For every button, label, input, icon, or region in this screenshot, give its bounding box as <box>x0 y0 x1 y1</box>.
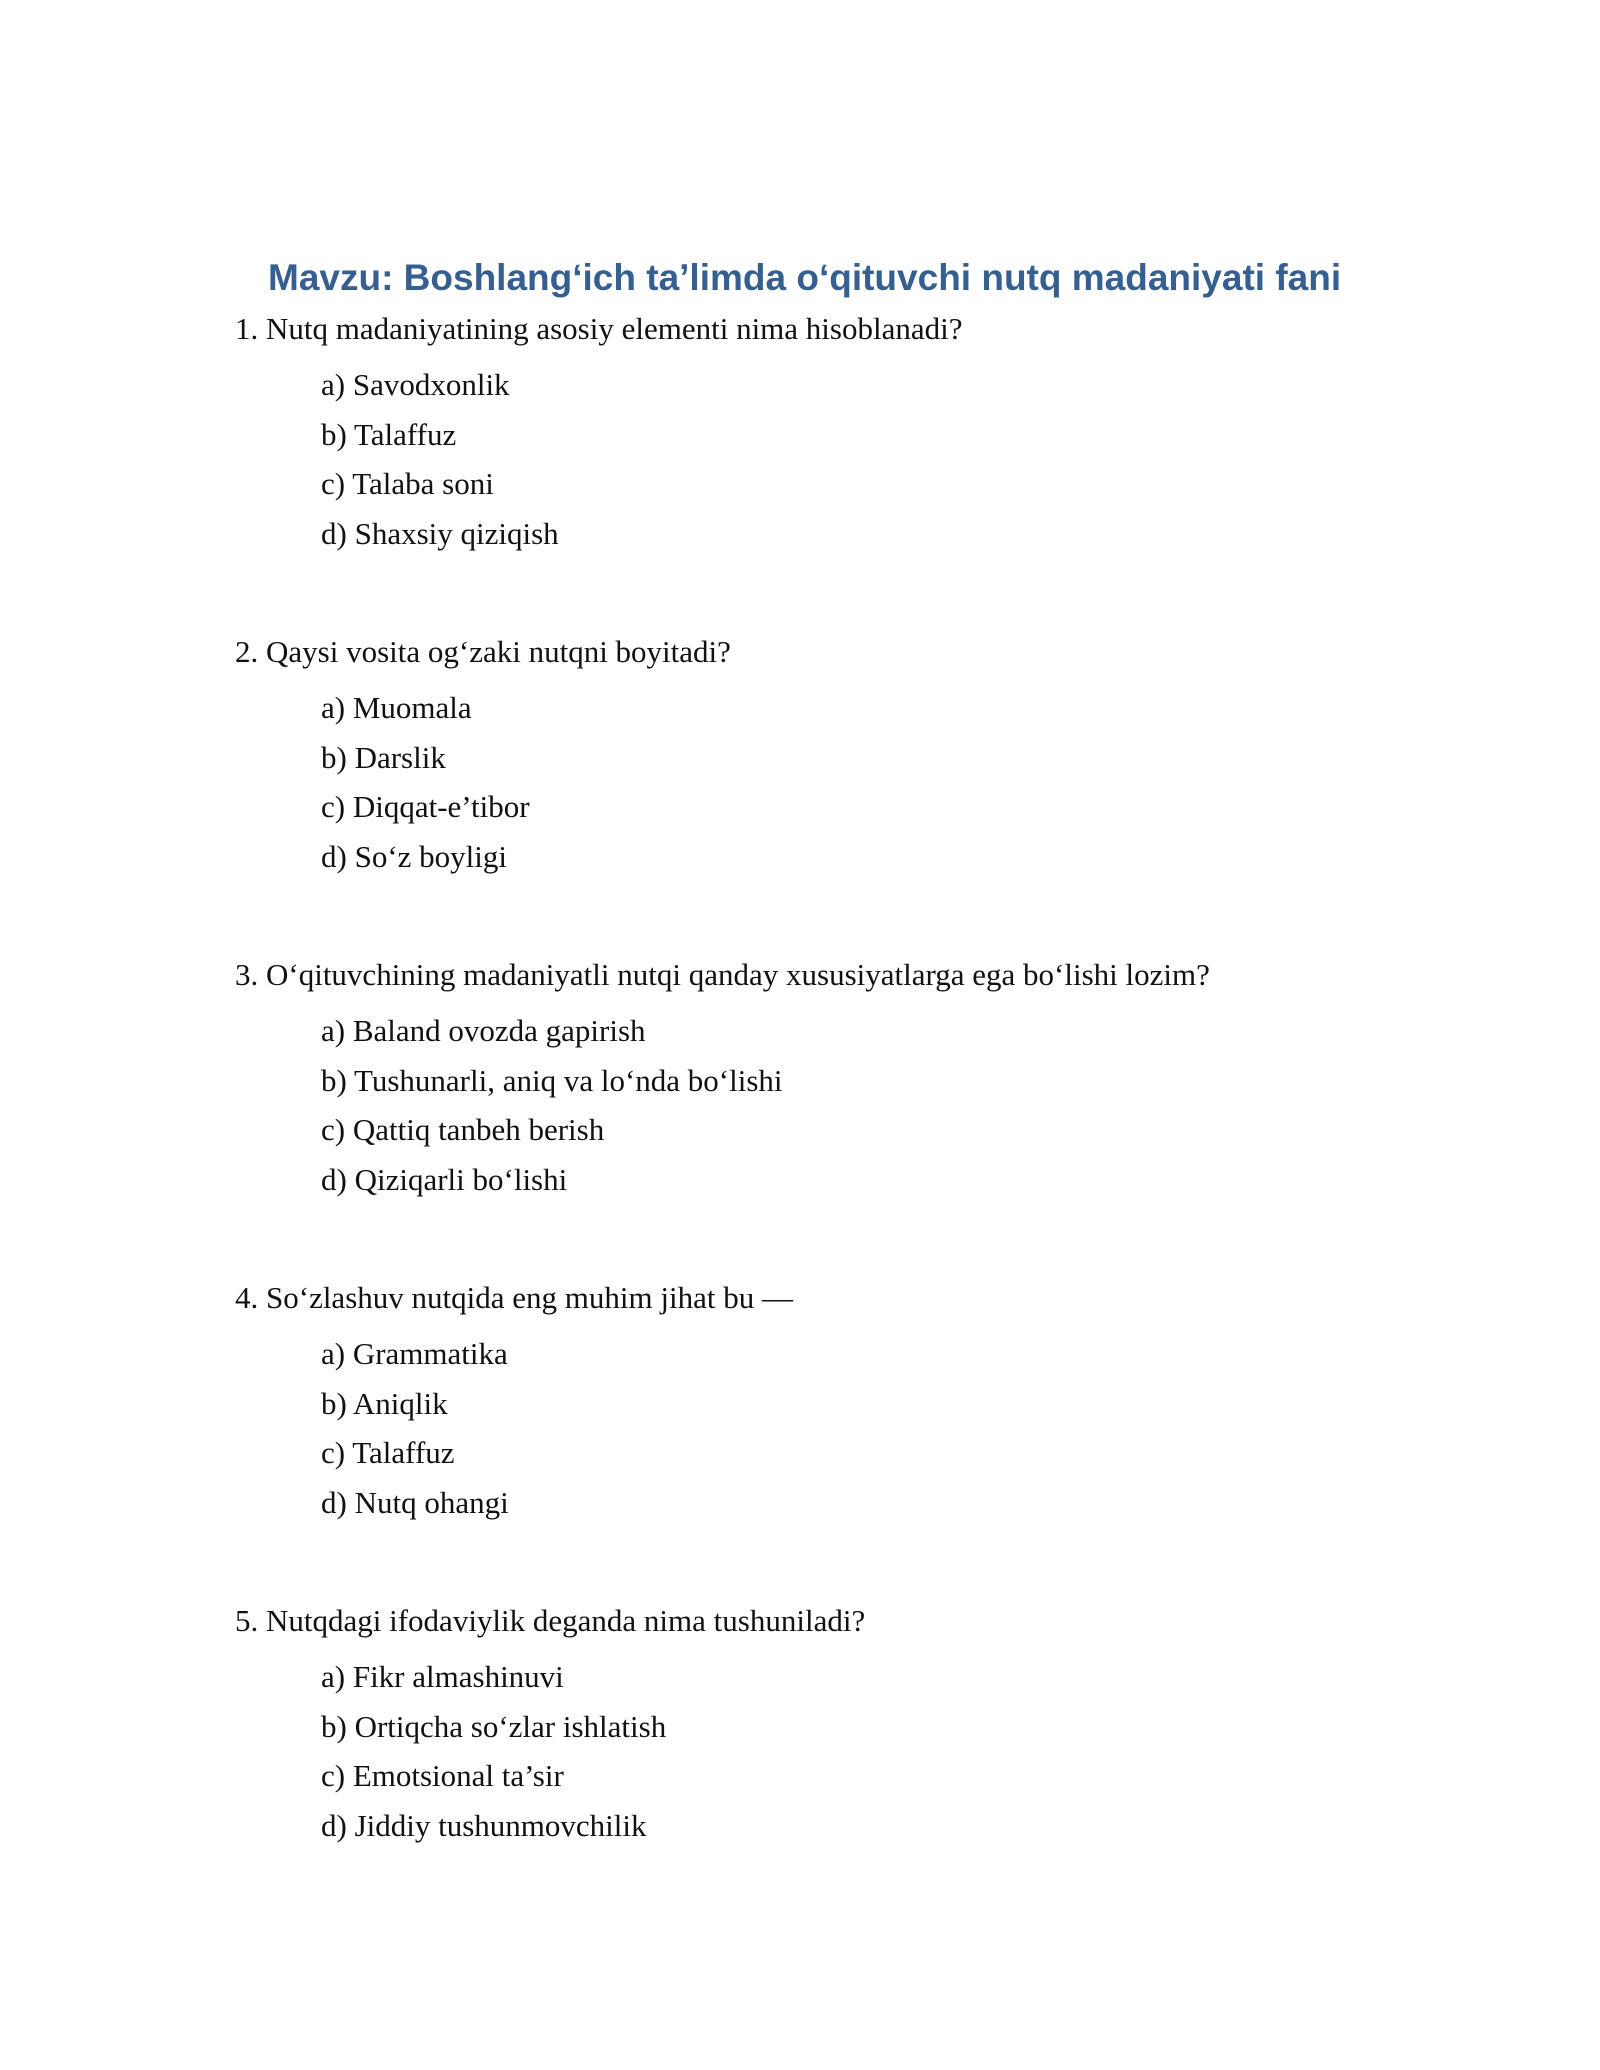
question-text: 2. Qaysi vosita og‘zaki nutqni boyitadi? <box>235 634 731 669</box>
answer-options <box>321 365 1435 563</box>
answer-option-a: a) Fikr almashinuvi <box>321 1659 564 1694</box>
answer-option-b: b) Ortiqcha so‘zlar ishlatish <box>321 1708 667 1744</box>
page-title: Mavzu: Boshlang‘ich ta’limda o‘qituvchi nutq madaniyati fani <box>268 257 1342 298</box>
answer-option-a: a) Grammatika <box>321 1336 508 1371</box>
question-text: 3. O‘qituvchining madaniyatli nutqi qanday xususiyatlarga ega bo‘lishi lozim? <box>235 957 1210 992</box>
question-3 <box>235 955 1435 1209</box>
answer-options <box>321 1334 1435 1532</box>
answer-option-c: c) Emotsional ta’sir <box>321 1758 564 1793</box>
answer-option-a: a) Muomala <box>321 690 472 725</box>
question-2 <box>235 632 1435 886</box>
question-5 <box>235 1601 1435 1855</box>
question-4 <box>235 1278 1435 1532</box>
answer-option-d: d) Nutq ohangi <box>321 1484 509 1520</box>
answer-option-d: d) Qiziqarli bo‘lishi <box>321 1161 568 1197</box>
question-text: 4. So‘zlashuv nutqida eng muhim jihat bu — <box>235 1280 793 1315</box>
question-text: 5. Nutqdagi ifodaviylik deganda nima tushuniladi? <box>235 1603 866 1638</box>
answer-option-c: c) Qattiq tanbeh berish <box>321 1112 605 1147</box>
answer-options <box>321 688 1435 886</box>
question-text: 1. Nutq madaniyatining asosiy elementi nima hisoblanadi? <box>235 311 963 346</box>
answer-options <box>321 1657 1435 1855</box>
answer-option-b: b) Tushunarli, aniq va lo‘nda bo‘lishi <box>321 1062 783 1098</box>
answer-option-a: a) Baland ovozda gapirish <box>321 1013 646 1048</box>
answer-option-b: b) Aniqlik <box>321 1385 448 1421</box>
answer-option-c: c) Talaffuz <box>321 1435 455 1470</box>
answer-option-d: d) So‘z boyligi <box>321 838 507 874</box>
answer-option-b: b) Talaffuz <box>321 416 457 452</box>
answer-options <box>321 1011 1435 1209</box>
answer-option-d: d) Shaxsiy qiziqish <box>321 515 559 551</box>
answer-option-c: c) Diqqat-e’tibor <box>321 789 530 824</box>
answer-option-b: b) Darslik <box>321 739 446 775</box>
answer-option-d: d) Jiddiy tushunmovchilik <box>321 1807 647 1843</box>
answer-option-a: a) Savodxonlik <box>321 367 510 402</box>
question-1 <box>235 309 1435 563</box>
answer-option-c: c) Talaba soni <box>321 466 494 501</box>
